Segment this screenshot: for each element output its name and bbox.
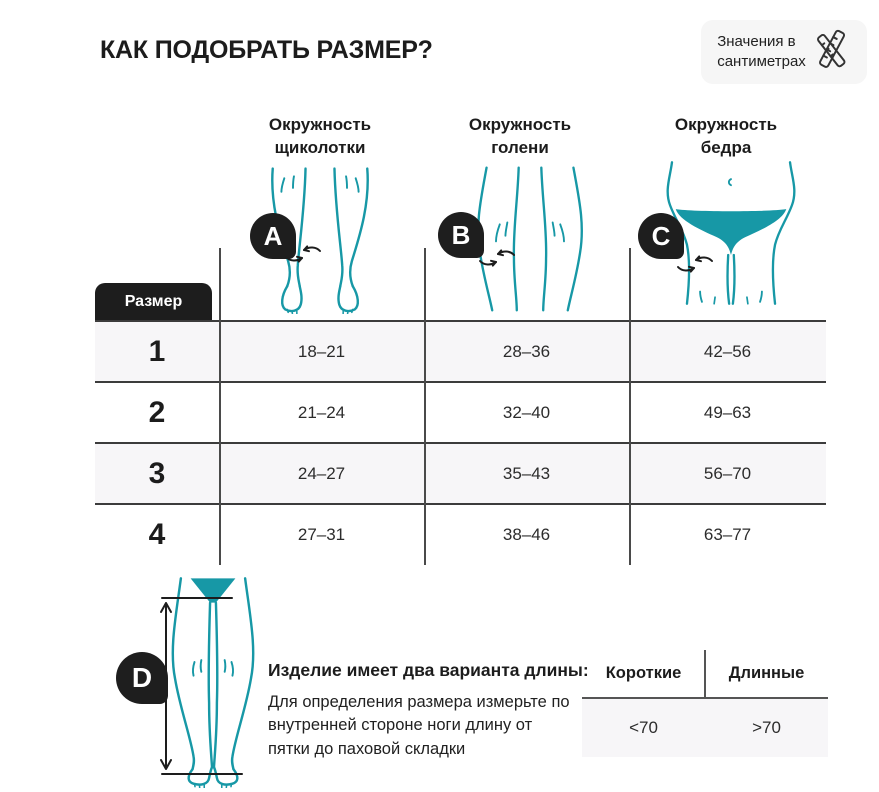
size-1-calf: 28–36: [502, 342, 551, 362]
units-badge-text: [717, 32, 806, 73]
length-col-long-header: Длинные: [728, 664, 805, 682]
size-4-calf: 38–46: [502, 524, 551, 544]
length-col-short-header: Короткие: [605, 664, 682, 682]
size-4-hip: 63–77: [703, 524, 752, 544]
column-header-ankle: [215, 114, 425, 160]
col3-line2: бедра: [700, 137, 752, 157]
badge-a: A: [250, 213, 296, 259]
measure-arrow-icon-b: [478, 248, 516, 273]
size-4-ankle: 27–31: [297, 524, 346, 544]
badge-c: C: [638, 213, 684, 259]
size-2-label: 2: [148, 396, 166, 430]
units-badge: [701, 20, 867, 84]
size-3-hip: 56–70: [703, 463, 752, 483]
length-table: [582, 650, 828, 757]
size-1-ankle: 18–21: [297, 342, 346, 362]
length-short-value: <70: [629, 718, 658, 737]
size-1-label: 1: [148, 335, 166, 369]
length-description: Для определения размера измерьте по внутренней стороне ноги длину от пятки до паховой складки: [268, 693, 570, 758]
page-title: КАК ПОДОБРАТЬ РАЗМЕР?: [100, 36, 433, 64]
size-2-calf: 32–40: [502, 403, 551, 423]
column-header-hip: [621, 114, 831, 160]
badge-d: D: [116, 652, 168, 704]
length-long-value: >70: [752, 718, 781, 737]
col2-line2: голени: [491, 137, 549, 157]
size-3-label: 3: [148, 456, 166, 490]
size-4-label: 4: [148, 517, 166, 551]
size-3-calf: 35–43: [502, 463, 551, 483]
col3-line1: Окружность: [674, 115, 778, 134]
size-2-ankle: 21–24: [297, 403, 346, 423]
length-table-values: [582, 699, 828, 757]
size-header-tab: Размер: [95, 283, 212, 320]
col1-line2: щиколотки: [274, 137, 366, 157]
size-2-hip: 49–63: [703, 403, 752, 423]
column-header-calf: [415, 114, 625, 160]
size-3-ankle: 24–27: [297, 463, 346, 483]
ruler-icon: [813, 28, 851, 77]
units-line1: Значения в: [717, 32, 796, 50]
units-line2: сантиметрах: [717, 53, 806, 70]
col1-line1: Окружность: [268, 115, 372, 134]
size-table: [95, 322, 826, 565]
measure-arrow-icon-c: [676, 254, 714, 279]
length-heading: Изделие имеет два варианта длины:: [268, 660, 589, 680]
size-1-hip: 42–56: [703, 342, 752, 362]
measure-arrow-icon-a: [284, 244, 322, 269]
badge-b: B: [438, 212, 484, 258]
col2-line1: Окружность: [468, 115, 572, 134]
